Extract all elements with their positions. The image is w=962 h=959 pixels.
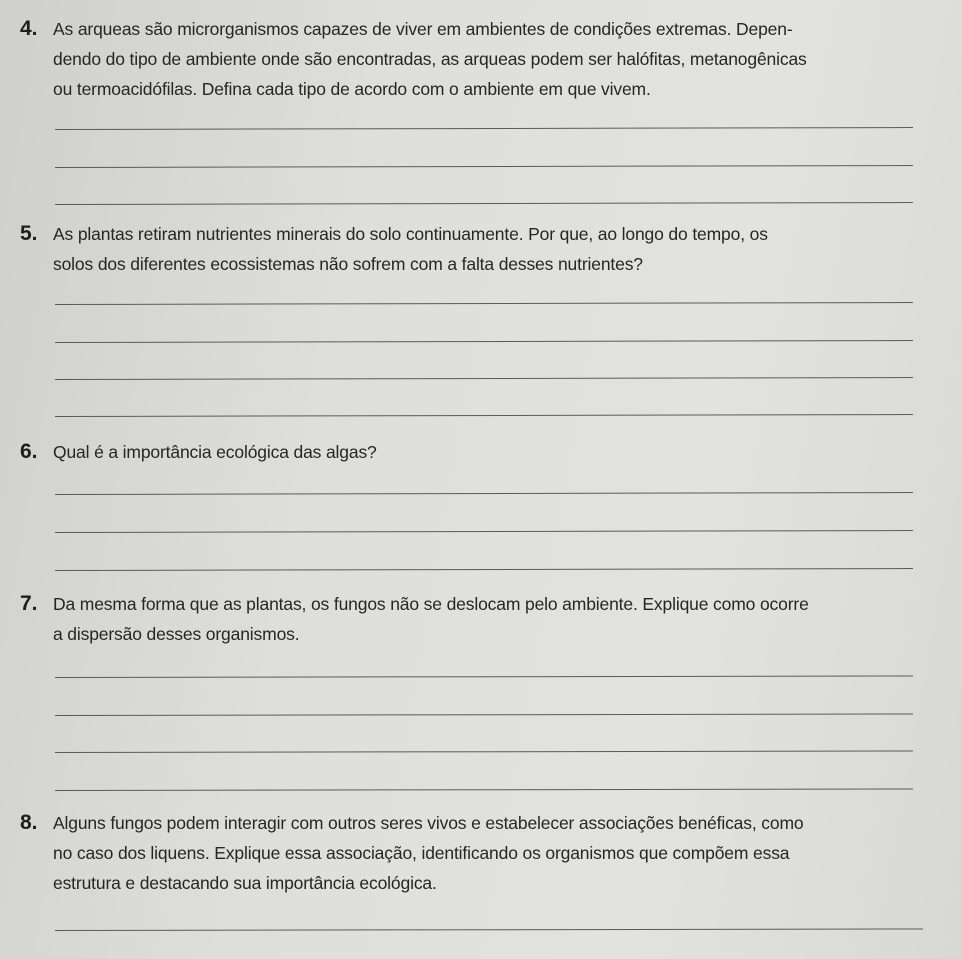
question-4 — [20, 14, 935, 104]
answer-line[interactable] — [55, 751, 913, 753]
question-text-line: As arqueas são microrganismos capazes de viver em ambientes de condições extremas. Depen- — [53, 19, 793, 39]
answer-line[interactable] — [55, 789, 913, 791]
question-text — [53, 14, 807, 104]
answer-line[interactable] — [55, 676, 913, 678]
answer-line[interactable] — [55, 568, 913, 571]
question-text-line: As plantas retiram nutrientes minerais do solo continuamente. Por que, ao longo do tempo, os — [53, 224, 768, 244]
question-number: 7. — [20, 592, 38, 615]
question-text-line: no caso dos liquens. Explique essa associação, identificando os organismos que compõem essa — [53, 843, 790, 863]
question-text-line: Alguns fungos podem interagir com outros seres vivos e estabelecer associações benéficas, como — [53, 813, 804, 833]
answer-line[interactable] — [55, 714, 913, 716]
answer-line[interactable] — [55, 302, 913, 305]
question-text-line: Qual é a importância ecológica das algas? — [53, 442, 377, 462]
question-text-line: solos dos diferentes ecossistemas não sofrem com a falta desses nutrientes? — [53, 254, 643, 274]
question-number: 6. — [20, 440, 38, 463]
answer-line[interactable] — [55, 340, 913, 343]
answer-line[interactable] — [55, 127, 913, 130]
question-text — [53, 808, 803, 898]
question-5 — [20, 219, 935, 279]
question-text — [53, 589, 809, 649]
question-6 — [20, 437, 935, 467]
question-text-line: ou termoacidófilas. Defina cada tipo de acordo com o ambiente em que vivem. — [53, 79, 651, 99]
question-text-line: Da mesma forma que as plantas, os fungos não se deslocam pelo ambiente. Explique como ocorre — [53, 594, 809, 614]
question-text — [53, 437, 377, 467]
answer-line[interactable] — [55, 202, 913, 205]
question-number: 8. — [20, 811, 38, 834]
question-number: 5. — [20, 222, 38, 245]
answer-line[interactable] — [55, 377, 913, 380]
question-text-line: a dispersão desses organismos. — [53, 624, 300, 644]
question-text-line: estrutura e destacando sua importância ecológica. — [53, 873, 437, 893]
question-text — [53, 219, 768, 279]
answer-line[interactable] — [55, 165, 913, 168]
answer-line[interactable] — [55, 492, 913, 495]
answer-line[interactable] — [55, 928, 923, 931]
question-text-line: dendo do tipo de ambiente onde são encontradas, as arqueas podem ser halófitas, metanogênicas — [53, 49, 807, 69]
answer-line[interactable] — [55, 414, 913, 417]
question-7 — [20, 589, 935, 649]
question-number: 4. — [20, 17, 38, 40]
question-8 — [20, 808, 935, 898]
answer-line[interactable] — [55, 530, 913, 533]
